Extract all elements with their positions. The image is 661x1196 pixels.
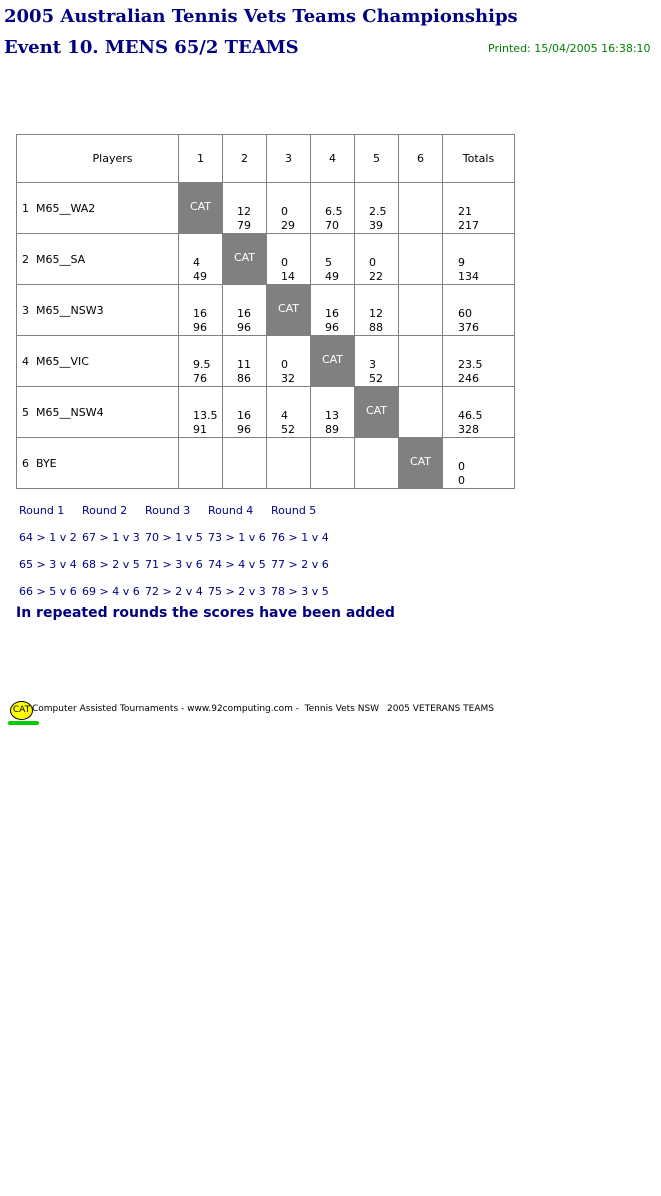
total-points: 46.5 <box>458 409 483 422</box>
self-match-cell <box>267 285 311 336</box>
score-points: 5 <box>325 256 332 269</box>
score-cell <box>355 234 399 285</box>
match-entry: 75 > 2 v 3 <box>208 585 266 598</box>
round-header: Round 1 <box>19 504 65 517</box>
score-cell <box>311 234 355 285</box>
total-games: 328 <box>458 423 479 436</box>
score-cell <box>355 183 399 234</box>
total-points: 21 <box>458 205 472 218</box>
score-cell <box>267 234 311 285</box>
player-row <box>17 234 515 285</box>
score-cell <box>223 285 267 336</box>
match-entry: 68 > 2 v 5 <box>82 558 140 571</box>
self-match-cell <box>355 387 399 438</box>
score-points: 4 <box>193 256 200 269</box>
score-cell <box>179 336 223 387</box>
score-cell <box>355 336 399 387</box>
page-title: 2005 Australian Tennis Vets Teams Championships <box>4 6 518 27</box>
player-cell <box>17 234 179 285</box>
score-points: 0 <box>281 205 288 218</box>
cat-marker: CAT <box>189 200 212 213</box>
totals-cell <box>443 183 515 234</box>
score-games: 32 <box>281 372 295 385</box>
score-games: 22 <box>369 270 383 283</box>
totals-cell <box>443 438 515 489</box>
score-points: 6.5 <box>325 205 343 218</box>
rounds-row <box>16 524 331 551</box>
player-number: 3 <box>22 303 29 317</box>
score-games: 88 <box>369 321 383 334</box>
totals-cell <box>443 387 515 438</box>
total-games: 217 <box>458 219 479 232</box>
score-cell <box>223 438 267 489</box>
total-games: 246 <box>458 372 479 385</box>
score-games: 96 <box>193 321 207 334</box>
score-cell <box>267 183 311 234</box>
score-cell <box>399 183 443 234</box>
score-cell <box>267 336 311 387</box>
match-entry: 71 > 3 v 6 <box>145 558 203 571</box>
score-cell <box>267 438 311 489</box>
rounds-schedule <box>16 497 331 605</box>
footer <box>8 698 508 728</box>
score-points: 16 <box>325 307 339 320</box>
score-games: 39 <box>369 219 383 232</box>
score-cell <box>223 336 267 387</box>
player-cell <box>17 336 179 387</box>
total-points: 23.5 <box>458 358 483 371</box>
score-cell <box>311 285 355 336</box>
score-cell <box>399 285 443 336</box>
score-cell <box>399 387 443 438</box>
score-games: 49 <box>193 270 207 283</box>
score-cell <box>179 438 223 489</box>
total-points: 9 <box>458 256 465 269</box>
header-col-1: 1 <box>179 135 223 183</box>
score-points: 0 <box>369 256 376 269</box>
rounds-row <box>16 551 331 578</box>
player-name: M65__VIC <box>36 354 89 368</box>
total-games: 376 <box>458 321 479 334</box>
totals-cell <box>443 285 515 336</box>
player-name: M65__NSW3 <box>36 303 104 317</box>
round-header: Round 2 <box>82 504 128 517</box>
grid-header-row <box>17 135 515 183</box>
player-row <box>17 387 515 438</box>
total-games: 134 <box>458 270 479 283</box>
score-cell <box>223 387 267 438</box>
rounds-header-row <box>16 497 331 524</box>
score-points: 12 <box>369 307 383 320</box>
score-cell <box>223 183 267 234</box>
score-points: 0 <box>281 358 288 371</box>
player-name: M65__WA2 <box>36 201 96 215</box>
match-entry: 64 > 1 v 2 <box>19 531 77 544</box>
score-games: 96 <box>325 321 339 334</box>
header-totals: Totals <box>443 135 515 183</box>
footer-event: 2005 VETERANS TEAMS <box>387 704 494 714</box>
score-cell <box>399 234 443 285</box>
header-col-2: 2 <box>223 135 267 183</box>
cat-marker: CAT <box>409 455 432 468</box>
score-cell <box>311 438 355 489</box>
match-entry: 77 > 2 v 6 <box>271 558 329 571</box>
score-games: 14 <box>281 270 295 283</box>
match-entry: 73 > 1 v 6 <box>208 531 266 544</box>
total-points: 60 <box>458 307 472 320</box>
match-entry: 70 > 1 v 5 <box>145 531 203 544</box>
score-games: 49 <box>325 270 339 283</box>
footer-credit: Computer Assisted Tournaments - www.92computing.com - Tennis Vets NSW <box>32 704 380 714</box>
score-points: 11 <box>237 358 251 371</box>
header-players: Players <box>17 135 179 183</box>
event-title: Event 10. MENS 65/2 TEAMS <box>4 37 299 58</box>
scoring-note: In repeated rounds the scores have been added <box>16 605 395 621</box>
player-name: M65__SA <box>36 252 86 266</box>
score-games: 52 <box>369 372 383 385</box>
total-games: 0 <box>458 474 465 487</box>
player-number: 2 <box>22 252 29 266</box>
score-points: 9.5 <box>193 358 211 371</box>
header-col-3: 3 <box>267 135 311 183</box>
rounds-row <box>16 578 331 605</box>
score-cell <box>355 438 399 489</box>
match-entry: 76 > 1 v 4 <box>271 531 329 544</box>
score-points: 3 <box>369 358 376 371</box>
printed-timestamp: Printed: 15/04/2005 16:38:10 <box>488 42 651 55</box>
player-cell <box>17 183 179 234</box>
round-header: Round 5 <box>271 504 317 517</box>
header-col-4: 4 <box>311 135 355 183</box>
score-cell <box>179 285 223 336</box>
totals-cell <box>443 234 515 285</box>
cat-logo-icon: CAT <box>10 701 33 720</box>
match-entry: 72 > 2 v 4 <box>145 585 203 598</box>
score-points: 16 <box>237 307 251 320</box>
self-match-cell <box>399 438 443 489</box>
score-games: 96 <box>237 423 251 436</box>
logo-underline <box>8 721 39 725</box>
score-games: 86 <box>237 372 251 385</box>
score-games: 52 <box>281 423 295 436</box>
score-cell <box>355 285 399 336</box>
score-cell <box>179 387 223 438</box>
player-row <box>17 438 515 489</box>
match-entry: 74 > 4 v 5 <box>208 558 266 571</box>
match-entry: 65 > 3 v 4 <box>19 558 77 571</box>
score-points: 13 <box>325 409 339 422</box>
match-entry: 66 > 5 v 6 <box>19 585 77 598</box>
score-points: 13.5 <box>193 409 218 422</box>
score-cell <box>267 387 311 438</box>
results-grid <box>16 134 515 489</box>
match-entry: 69 > 4 v 6 <box>82 585 140 598</box>
score-points: 16 <box>237 409 251 422</box>
score-points: 4 <box>281 409 288 422</box>
player-cell <box>17 438 179 489</box>
player-row <box>17 285 515 336</box>
cat-marker: CAT <box>321 353 344 366</box>
self-match-cell <box>311 336 355 387</box>
round-header: Round 4 <box>208 504 254 517</box>
score-games: 76 <box>193 372 207 385</box>
score-cell <box>179 234 223 285</box>
score-points: 12 <box>237 205 251 218</box>
score-points: 0 <box>281 256 288 269</box>
round-header: Round 3 <box>145 504 191 517</box>
player-cell <box>17 387 179 438</box>
cat-marker: CAT <box>277 302 300 315</box>
player-number: 4 <box>22 354 29 368</box>
match-entry: 78 > 3 v 5 <box>271 585 329 598</box>
score-cell <box>311 183 355 234</box>
player-name: BYE <box>36 456 57 470</box>
score-cell <box>399 336 443 387</box>
cat-marker: CAT <box>233 251 256 264</box>
player-row <box>17 336 515 387</box>
player-cell <box>17 285 179 336</box>
score-games: 96 <box>237 321 251 334</box>
header-col-5: 5 <box>355 135 399 183</box>
score-games: 91 <box>193 423 207 436</box>
player-number: 5 <box>22 405 29 419</box>
totals-cell <box>443 336 515 387</box>
score-points: 2.5 <box>369 205 387 218</box>
header-col-6: 6 <box>399 135 443 183</box>
score-cell <box>311 387 355 438</box>
player-row <box>17 183 515 234</box>
self-match-cell <box>179 183 223 234</box>
player-number: 1 <box>22 201 29 215</box>
score-games: 70 <box>325 219 339 232</box>
player-name: M65__NSW4 <box>36 405 104 419</box>
score-games: 29 <box>281 219 295 232</box>
match-entry: 67 > 1 v 3 <box>82 531 140 544</box>
total-points: 0 <box>458 460 465 473</box>
player-number: 6 <box>22 456 29 470</box>
score-points: 16 <box>193 307 207 320</box>
score-games: 89 <box>325 423 339 436</box>
cat-marker: CAT <box>365 404 388 417</box>
self-match-cell <box>223 234 267 285</box>
score-games: 79 <box>237 219 251 232</box>
